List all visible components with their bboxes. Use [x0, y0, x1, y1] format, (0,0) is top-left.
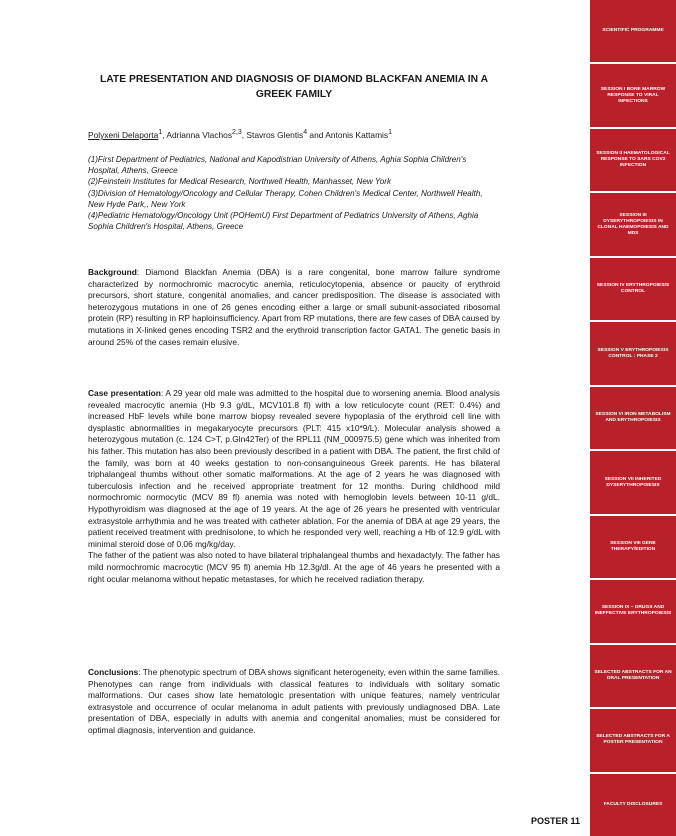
- background-section: [88, 267, 500, 348]
- author-third: , Stavros Glentis: [241, 129, 304, 140]
- nav-oral-abstracts[interactable]: SELECTED ABSTRACTS FOR AN ORAL PRESENTATION: [590, 645, 676, 709]
- affiliations: [88, 154, 500, 232]
- case-text: : A 29 year old male was admitted to the hospital due to worsening anemia. Blood analysis revealed macrocytic anemia (Hb 9.3 g/dL, MCV101.8 fl) with a low reticulocyte count (RET: 0.4%) and increased HbF levels while bone marrow biopsy revealed severe hypoplasia of the erythroid cell line with dysplastic abnormalities in megakaryocyte precursors (PLT: 415 x10*9/L). Molecular analysis showed a heterozygous mutation (c. 124 C>T, p.Gln42Ter) of the RPL11 (NM_000975.5) gene which was inherited from his father. This mutation has also been previously described in a patient with DBA. The patient, the first child of the family, was born at 40 weeks gestation to non-consanguineous Greek parents. He has bilateral triphalangeal thumbs without other somatic malformations. At the age of 2 years he was diagnosed with tuberculosis infection and he received appropriate treatment for 12 months. During childhood mild normochromic normocytic (MCV 89 fl) anemia was noted with hemoglobin levels between 10-11 g/dL. Hypothyroidism was diagnosed at the age of 19 years. At the age of 26 years he presented with ventricular extrasystole arrhythmia and he was treated with catheter ablation. For the anemia of DBA at age 29 years, the patient received treatment with prednisolone, to which he responded very well, reaching a Hb of 12.9 g/dL with minimal steroid dose of 0.06 mg/kg/day.: [88, 388, 500, 549]
- abstract-title: LATE PRESENTATION AND DIAGNOSIS OF DIAMOND BLACKFAN ANEMIA IN A GREEK FAMILY: [99, 74, 489, 100]
- background-text: : Diamond Blackfan Anemia (DBA) is a rare congenital, bone marrow failure syndrome characterized by normochromic macrocytic anemia, reticulocytopenia, absence or paucity of erythroid precursors, short stature, congenital anomalies, and cancer predisposition. The disease is associated with heterozygous mutations in one of 26 genes encoding either a large or small subunit-associated ribosomal protein (RP) resulting in RP haploinsufficiency. Apart from RP mutations, there are few cases of DBA caused by mutations in X-linked genes encoding TSR2 and the erythroid transcription factor GATA1. The genetic basis in around 25% of the cases remain elusive.: [88, 267, 500, 347]
- author-first-sup: 1: [158, 129, 163, 136]
- nav-session-2[interactable]: SESSION II HAEMATOLOGICAL RESPONSE TO SARS COV2 INFECTION: [590, 129, 676, 193]
- abstract-content: [88, 0, 500, 836]
- nav-session-8[interactable]: SESSION VIII GENE THERAPY/EDITION: [590, 516, 676, 580]
- affiliation-3: (3)Division of Hematology/Oncology and Cellular Therapy, Cohen Children's Medical Center, Northwell Health, New Hyde Park,, New York: [88, 188, 483, 209]
- author-fourth: and Antonis Kattamis: [307, 129, 389, 140]
- conclusions-heading: Conclusions: [88, 667, 139, 677]
- nav-session-5[interactable]: SESSION V ERYTHROPOIESIS CONTROL : PHASE 2: [590, 322, 676, 386]
- author-fourth-sup: 1: [388, 129, 392, 136]
- nav-session-4[interactable]: SESSION IV ERYTHROPOIESIS CONTROL: [590, 258, 676, 322]
- nav-session-1[interactable]: SESSION I BONE MARROW RESPONSE TO VIRAL INFECTIONS: [590, 64, 676, 128]
- case-heading: Case presentation: [88, 388, 161, 398]
- nav-session-9[interactable]: SESSION IX – DRUGS AND INEFFECTIVE ERYTHROPOIESIS: [590, 580, 676, 644]
- author-second: , Adrianna Vlachos: [162, 129, 233, 140]
- case-text-father: The father of the patient was also noted to have bilateral triphalangeal thumbs and hexadactyly. The father has mild normochromic macrocytic (MCV 95 fl) anemia Hb 12.3g/dl. At the age of 46 years he presented with a right ocular melanoma without hepatic metastases, for which he received radiation therapy.: [88, 550, 500, 584]
- nav-session-3[interactable]: SESSION III DYSERYTHROPOIESIS IN CLONAL HAEMOPOIESIS AND MDS: [590, 193, 676, 257]
- affiliation-2: (2)Feinstein Institutes for Medical Research, Northwell Health, Manhasset, New York: [88, 177, 392, 187]
- nav-poster-abstracts[interactable]: SELECTED ABSTRACTS FOR A POSTER PRESENTATION: [590, 709, 676, 773]
- conclusions-text: : The phenotypic spectrum of DBA shows significant heterogeneity, even within the same families. Phenotypes can range from individuals with classical features to individuals with solitary somatic malformations. Our cases show late hematologic presentation with unique features, namely ventricular extrasystole and occurrence of ocular melanoma in adult patients with previously undiagnosed DBA. Late presentation of DBA, especially in adults with anemia and congenital anomalies, must be considered for optimal diagnosis, intervention and guidance.: [88, 667, 500, 735]
- conclusions-section: [88, 667, 500, 737]
- poster-number: POSTER 11: [530, 816, 580, 826]
- nav-session-7[interactable]: SESSION VII INHERITED DYSERYTHROPOIESIS: [590, 451, 676, 515]
- author-second-sup: 2,3: [232, 129, 242, 136]
- case-section: [88, 388, 500, 585]
- sidebar-nav: [590, 0, 676, 836]
- affiliation-4: (4)Pediatric Hematology/Oncology Unit (POHemU) First Department of Pediatrics University of Athens, Aghia Sophia Children's Hospital, Athens, Greece: [88, 211, 479, 232]
- background-heading: Background: [88, 267, 137, 277]
- nav-faculty-disclosures[interactable]: FACULTY DISCLOSURES: [590, 774, 676, 836]
- nav-scientific-programme[interactable]: SCIENTIFIC PROGRAMME: [590, 0, 676, 64]
- author-first: Polyxeni Delaporta: [88, 129, 159, 140]
- author-list: [88, 127, 500, 141]
- nav-session-6[interactable]: SESSION VI IRON METABOLISM AND ERYTHROPOIESIS: [590, 387, 676, 451]
- author-third-sup: 4: [303, 129, 308, 136]
- affiliation-1: (1)First Department of Pediatrics, National and Kapodistrian University of Athens, Aghia Sophia Children's Hospital, Athens, Greece: [88, 155, 467, 176]
